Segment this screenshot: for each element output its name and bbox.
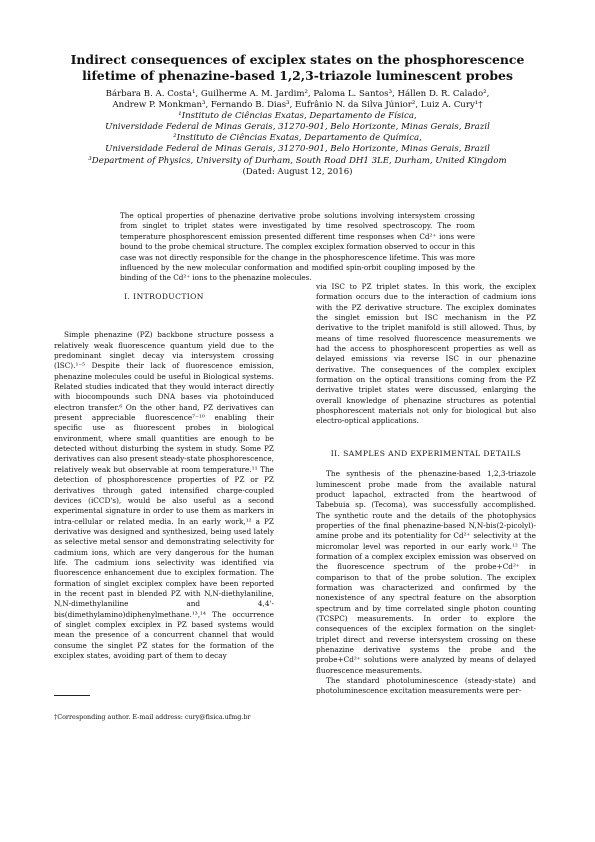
section-heading-introduction: I. INTRODUCTION	[124, 292, 204, 301]
affiliation: ²Instituto de Ciências Exatas, Departamento de Química,	[173, 133, 422, 144]
affiliation: Universidade Federal de Minas Gerais, 31270-901, Belo Horizonte, Minas Gerais, Brazil	[105, 122, 490, 133]
affiliation: ¹Instituto de Ciências Exatas, Departamento de Física,	[178, 111, 417, 122]
body-paragraph: Simple phenazine (PZ) backbone structure possess a relatively weak fluorescence quantum yield due to the predominant singlet decay via intersystem crossing (ISC).¹⁻⁵ Despite their lack of fluorescence emission, phenazine molecules could be useful in Biological systems. Related studies indicated that they would interact directly with biocompounds such DNA bases via photoinduced electron transfer.⁶ On the other hand, PZ derivatives can present appreciable fluorescence⁷⁻¹⁰ enabling their specific use as fluorescent probes in biological environment, where small quantities are enough to be detected without disturbing the system in study. Some PZ derivatives can also present steady-state phosphorescence, relatively weak but observable at room temperature.¹¹ The detection of phosphorescence properties of PZ or PZ derivatives through gated intensified charge-coupled devices (iCCD's), would be also useful as a second experimental signature in order to use them as markers in intra-cellular or related media. In an early work,¹² a PZ derivative was designed and synthesized, being used lately as selective metal sensor and demonstrating selectivity for cadmium ions, which are very dangerous for the human life. The cadmium ions selectivity was identified via fluorescence enhancement due to exciplex formation. The formation of singlet exciplex complex have been reported in the recent past in blended PZ with N,N-diethylaniline, N,N-dimethylaniline and 4,4'-bis(dimethylamino)diphenylmethane.¹³,¹⁴ The occurrence of singlet complex exciplex in PZ based systems would mean the presence of a concurrent channel that would consume the singlet PZ states for the formation of the exciplex states, avoiding part of them to decay	[54, 330, 274, 660]
author-line: Bárbara B. A. Costa¹, Guilherme A. M. Jardim², Paloma L. Santos³, Hállen D. R. Calado²,	[105, 89, 490, 99]
footnote: †Corresponding author. E-mail address: cury@fisica.ufmg.br	[54, 713, 251, 721]
right-column	[316, 282, 536, 697]
affiliation: Universidade Federal de Minas Gerais, 31270-901, Belo Horizonte, Minas Gerais, Brazil	[105, 144, 490, 155]
body-paragraph: The standard photoluminescence (steady-state) and photoluminescence excitation measurements were per-	[316, 676, 536, 696]
body-paragraph: The synthesis of the phenazine-based 1,2,3-triazole luminescent probe made from the available natural product lapachol, extracted from the heartwood of Tabebuia sp. (Tecoma), was successfully accomplished. The synthetic route and the details of the photophysics properties of the final phenazine-based N,N-bis(2-picolyl)-amine probe and its potentiality for Cd²⁺ selectivity at the micromolar level was reported in our early work.¹² The formation of a complex exciplex emission was observed on the fluorescence spectrum of the probe+Cd²⁺ in comparison to that of the probe solution. The exciplex formation was characterized and confirmed by the nonexistence of any spectral feature on the absorption spectrum and by time correlated single photon counting (TCSPC) measurements. In order to explore the consequences of the exciplex formation on the singlet-triplet direct and reverse intersystem crossing on these phenazine derivative systems the probe and the probe+Cd²⁺ solutions were analyzed by means of delayed fluorescence measurements.	[316, 469, 536, 675]
author-line: Andrew P. Monkman³, Fernando B. Dias³, Eufrânio N. da Silva Júnior², Luiz A. Cury¹†	[112, 100, 483, 111]
abstract: The optical properties of phenazine derivative probe solutions involving intersystem crossing from singlet to triplet states were investigated by time resolved spectroscopy. The room temperature phosphorescent emission presented different time responses when Cd²⁺ ions were bound to the probe chemical structure. The complex exciplex formation observed to occur in this case was not directly responsible for the change in the phosphorescence lifetime. This was more influenced by the new molecular conformation and modified spin-orbit coupling imposed by the binding of the Cd²⁺ ions to the phenazine molecules.	[120, 211, 475, 283]
author-block	[50, 89, 545, 178]
left-column	[54, 282, 274, 661]
body-paragraph: via ISC to PZ triplet states. In this work, the exciplex formation occurs due to the interaction of cadmium ions with the PZ derivative structure. The exciplex dominates the singlet emission but ISC mechanism in the PZ derivative to the triplet manifold is still allowed. Thus, by means of time resolved fluorescence measurements we had the access to phosphorescent properties as well as delayed emissions via reverse ISC in our phenazine derivative. The consequences of the complex exciplex formation on the optical transitions coming from the PZ derivative triplet states were discussed, enlarging the overall knowledge of phenazine structures as potential phosphorescent materials not only for biological but also electro-optical applications.	[316, 282, 536, 426]
section-heading-samples: II. SAMPLES AND EXPERIMENTAL DETAILS	[330, 448, 522, 458]
paper-title: Indirect consequences of exciplex states on the phosphorescence lifetime of phenazine-based 1,2,3-triazole luminescent probes	[70, 52, 525, 83]
date-line: (Dated: August 12, 2016)	[242, 166, 353, 177]
affiliation: ³Department of Physics, University of Durham, South Road DH1 3LE, Durham, United Kingdom	[88, 155, 507, 166]
footnote-rule	[54, 695, 90, 696]
